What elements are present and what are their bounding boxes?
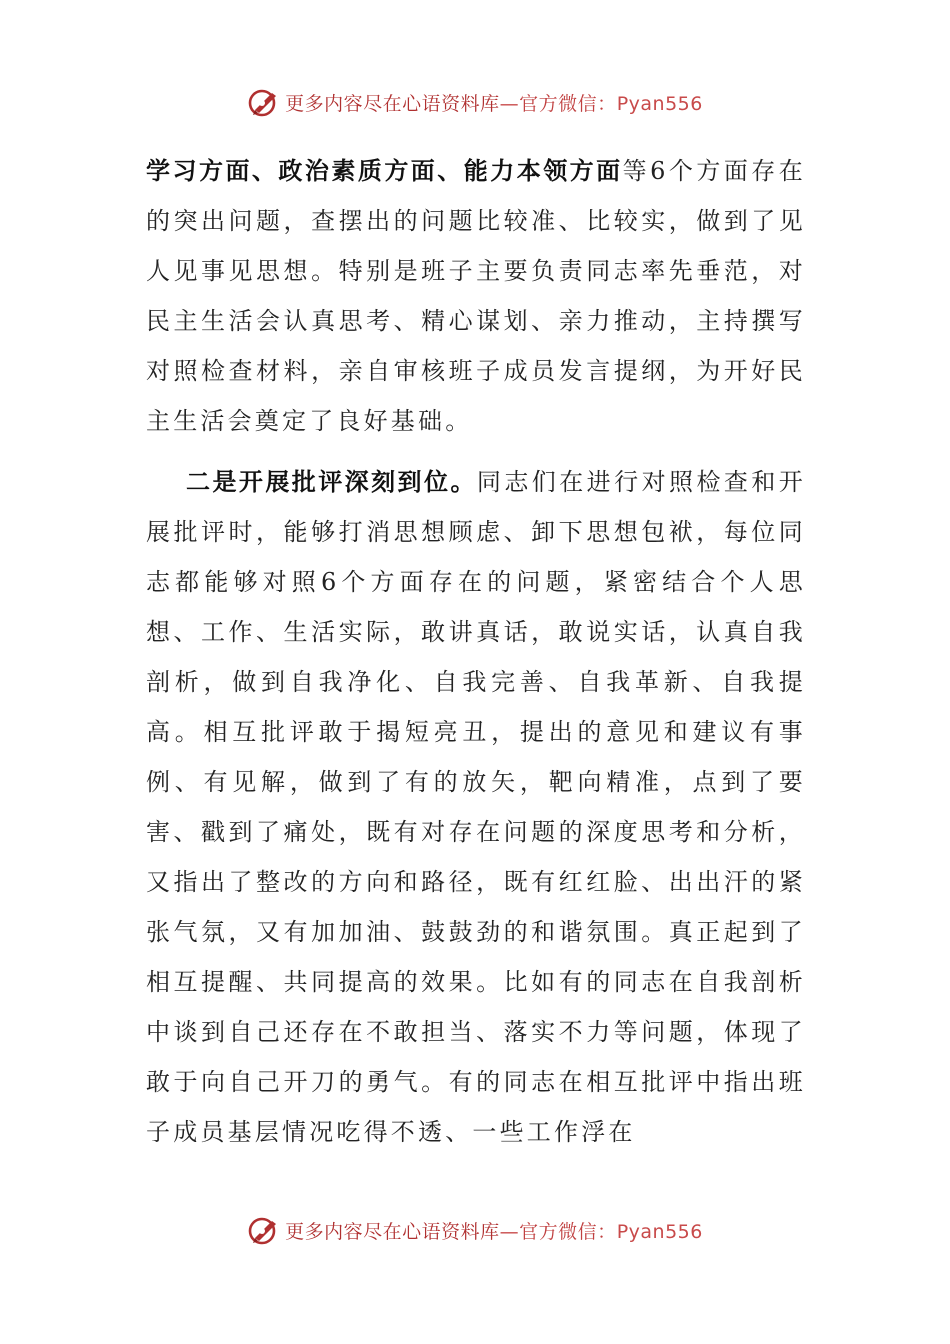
paragraph-2 xyxy=(146,457,806,1157)
paragraph-1 xyxy=(146,146,806,446)
header-banner xyxy=(0,82,950,122)
footer-banner-wechat-label: 官方微信： xyxy=(519,1220,617,1243)
paragraph-2-heading: 二是开展批评深刻到位。 xyxy=(186,468,477,496)
footer-banner-text xyxy=(285,1217,703,1244)
pen-logo-icon xyxy=(247,85,281,119)
paragraph-1-bold: 学习方面、政治素质方面、能力本领方面 xyxy=(146,157,623,185)
banner-wechat-label: 官方微信： xyxy=(519,92,617,115)
footer-banner-wechat-handle: Pyan556 xyxy=(616,1220,703,1243)
pen-logo-icon xyxy=(247,1213,281,1247)
paragraph-1-text: 等6个方面存在的突出问题，查摆出的问题比较准、比较实，做到了见人见事见思想。特别是班子主要负责同志率先垂范，对民主生活会认真思考、精心谋划、亲力推动，主持撰写对照检查材料，亲自审核班子成员发言提纲，为开好民主生活会奠定了良好基础。 xyxy=(146,157,806,435)
footer-banner xyxy=(0,1210,950,1250)
document-body xyxy=(146,146,806,1157)
banner-text xyxy=(285,89,703,116)
footer-banner-title: 更多内容尽在心语资料库 xyxy=(285,1220,500,1243)
banner-dash: — xyxy=(499,92,520,115)
paragraph-2-text: 同志们在进行对照检查和开展批评时，能够打消思想顾虑、卸下思想包袱，每位同志都能够对照6个方面存在的问题，紧密结合个人思想、工作、生活实际，敢讲真话，敢说实话，认真自我剖析，做到自我净化、自我完善、自我革新、自我提高。相互批评敢于揭短亮丑，提出的意见和建议有事例、有见解，做到了有的放矢，靶向精准，点到了要害、戳到了痛处，既有对存在问题的深度思考和分析，又指出了整改的方向和路径，既有红红脸、出出汗的紧张气氛，又有加加油、鼓鼓劲的和谐氛围。真正起到了相互提醒、共同提高的效果。比如有的同志在自我剖析中谈到自己还存在不敢担当、落实不力等问题，体现了敢于向自己开刀的勇气。有的同志在相互批评中指出班子成员基层情况吃得不透、一些工作浮在 xyxy=(146,468,807,1146)
banner-wechat-handle: Pyan556 xyxy=(616,92,703,115)
footer-banner-dash: — xyxy=(499,1220,520,1243)
banner-title: 更多内容尽在心语资料库 xyxy=(285,92,500,115)
